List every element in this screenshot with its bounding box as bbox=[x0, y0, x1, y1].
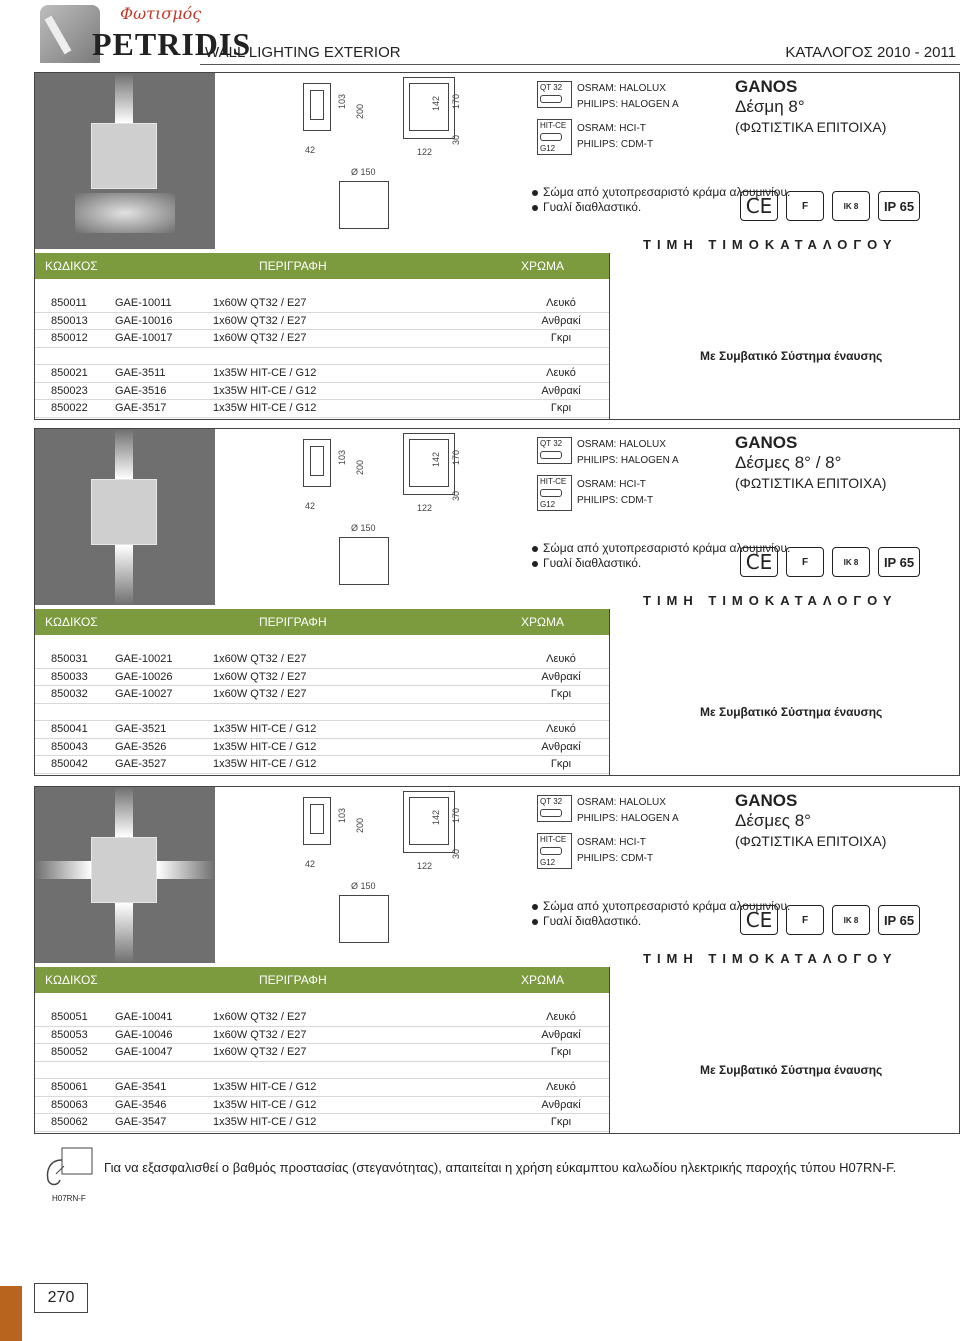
front-view-lens bbox=[310, 90, 324, 120]
fixture-body bbox=[91, 837, 157, 903]
table-header bbox=[35, 609, 609, 635]
philips-halogen: PHILIPS: HALOGEN A bbox=[577, 99, 679, 110]
product-code: 850063 bbox=[51, 1098, 88, 1111]
lamp-qt32-box bbox=[537, 795, 572, 822]
price-area bbox=[609, 609, 960, 775]
ce-icon: CE bbox=[740, 547, 778, 577]
product-model: GAE-3517 bbox=[115, 402, 167, 414]
technical-drawings bbox=[285, 787, 515, 957]
ik-label: IK 8 bbox=[843, 915, 859, 925]
product-model: GAE-10011 bbox=[115, 297, 172, 309]
product-color: Γκρι bbox=[550, 1046, 572, 1058]
table-row bbox=[35, 1044, 609, 1062]
certification-icons bbox=[740, 191, 920, 221]
dimension-122: 122 bbox=[417, 861, 433, 871]
light-beam-up bbox=[115, 73, 133, 123]
product-description: 1x60W QT32 / E27 bbox=[213, 1028, 307, 1041]
product-code: 850032 bbox=[51, 688, 88, 700]
top-view-drawing bbox=[339, 181, 389, 229]
dimension-30: 30 bbox=[451, 848, 461, 859]
dimension-200: 200 bbox=[355, 817, 365, 833]
f-mark-icon: F bbox=[786, 191, 824, 221]
product-code: 850011 bbox=[51, 297, 87, 309]
dimension-103: 103 bbox=[337, 807, 347, 823]
product-model: GAE-10026 bbox=[115, 670, 173, 683]
dimension-122: 122 bbox=[417, 503, 433, 513]
fixture-body bbox=[91, 123, 157, 189]
dimension-170: 170 bbox=[451, 807, 461, 823]
product-model: GAE-3541 bbox=[115, 1081, 167, 1093]
product-color: Ανθρακί bbox=[541, 1098, 581, 1111]
philips-cdm: PHILIPS: CDM-T bbox=[577, 139, 654, 150]
product-name: GANOS bbox=[735, 77, 798, 96]
table-row bbox=[35, 669, 609, 687]
certification-icons bbox=[740, 905, 920, 935]
product-table bbox=[35, 1009, 609, 1132]
front-view-drawing bbox=[303, 439, 331, 487]
price-header: ΤΙΜΗ ΤΙΜΟΚΑΤΑΛΟΓΟΥ bbox=[643, 237, 898, 252]
product-table bbox=[35, 651, 609, 774]
ignition-note: Με Συμβατικό Σύστημα έναυσης bbox=[700, 705, 883, 719]
col-code: ΚΩΔΙΚΟΣ bbox=[45, 615, 98, 629]
side-view-drawing bbox=[403, 77, 455, 139]
product-code: 850042 bbox=[51, 758, 88, 770]
metal-halide-bulb-icon bbox=[540, 133, 562, 141]
col-description: ΠΕΡΙΓΡΑΦΗ bbox=[259, 615, 327, 629]
dimension-103: 103 bbox=[337, 449, 347, 465]
product-description: 1x60W QT32 / E27 bbox=[213, 1046, 307, 1058]
dimension-142: 142 bbox=[431, 451, 441, 467]
table-header bbox=[35, 967, 609, 993]
front-view-drawing bbox=[303, 83, 331, 131]
dimension-170: 170 bbox=[451, 449, 461, 465]
col-code: ΚΩΔΙΚΟΣ bbox=[45, 973, 98, 987]
product-code: 850031 bbox=[51, 653, 88, 665]
fixture-body bbox=[91, 479, 157, 545]
product-model: GAE-10017 bbox=[115, 332, 173, 344]
front-view-drawing bbox=[303, 797, 331, 845]
lamp-g12-label: G12 bbox=[540, 858, 556, 867]
product-description: 1x35W HIT-CE / G12 bbox=[213, 402, 317, 414]
lamp-hitce-brands bbox=[577, 121, 653, 153]
osram-hci: OSRAM: HCI-T bbox=[577, 479, 646, 490]
top-view-drawing bbox=[339, 895, 389, 943]
product-color: Γκρι bbox=[550, 758, 572, 770]
product-description: 1x60W QT32 / E27 bbox=[213, 314, 307, 327]
lamp-hitce-brands bbox=[577, 835, 653, 867]
osram-halolux: OSRAM: HALOLUX bbox=[577, 797, 666, 808]
lamp-qt32-label: QT 32 bbox=[540, 797, 563, 806]
product-description: 1x60W QT32 / E27 bbox=[213, 332, 307, 344]
product-description: 1x35W HIT-CE / G12 bbox=[213, 723, 317, 735]
ip65-icon: IP 65 bbox=[878, 547, 920, 577]
product-description: 1x60W QT32 / E27 bbox=[213, 297, 307, 309]
halogen-bulb-icon bbox=[540, 809, 562, 817]
product-color: Ανθρακί bbox=[541, 1028, 581, 1041]
light-beam-down bbox=[115, 903, 133, 963]
product-code: 850022 bbox=[51, 402, 88, 414]
col-color: ΧΡΩΜΑ bbox=[521, 259, 564, 273]
lamp-hitce-label: HIT-CE bbox=[540, 121, 567, 130]
price-header: ΤΙΜΗ ΤΙΜΟΚΑΤΑΛΟΓΟΥ bbox=[643, 593, 898, 608]
lamp-hitce-box bbox=[537, 475, 572, 511]
product-code: 850062 bbox=[51, 1116, 88, 1128]
dimension-142: 142 bbox=[431, 809, 441, 825]
col-description: ΠΕΡΙΓΡΑΦΗ bbox=[259, 973, 327, 987]
product-color: Ανθρακί bbox=[541, 740, 581, 753]
osram-hci: OSRAM: HCI-T bbox=[577, 123, 646, 134]
halogen-bulb-icon bbox=[540, 451, 562, 459]
lamp-g12-label: G12 bbox=[540, 500, 556, 509]
product-code: 850033 bbox=[51, 670, 88, 683]
ik8-hammer-icon bbox=[832, 905, 870, 935]
table-row bbox=[35, 400, 609, 418]
beam-spec: Δέσμες 8° bbox=[735, 811, 811, 830]
product-block bbox=[34, 428, 960, 776]
product-description: 1x35W HIT-CE / G12 bbox=[213, 740, 317, 753]
product-color: Γκρι bbox=[550, 332, 572, 344]
feature-item: Σώμα από χυτοπρεσαριστό κράμα αλουμινίου. bbox=[531, 899, 790, 914]
table-spacer bbox=[35, 1062, 609, 1080]
table-row bbox=[35, 365, 609, 383]
side-view-glass bbox=[409, 439, 449, 487]
product-color: Λευκό bbox=[546, 1081, 576, 1093]
product-block bbox=[34, 786, 960, 1134]
product-color: Λευκό bbox=[546, 723, 576, 735]
lamp-hitce-brands bbox=[577, 477, 653, 509]
feature-item: Γυαλί διαθλαστικό. bbox=[531, 200, 790, 215]
col-description: ΠΕΡΙΓΡΑΦΗ bbox=[259, 259, 327, 273]
light-glow bbox=[75, 193, 175, 233]
ignition-note: Με Συμβατικό Σύστημα έναυσης bbox=[700, 1063, 883, 1077]
footnote: Για να εξασφαλισθεί ο βαθμός προστασίας (στεγανότητας), απαιτείται η χρήση εύκαμπτου καλωδίου ηλεκτρικής παροχής τύπου H07RN-F. bbox=[104, 1160, 897, 1175]
catalog-title: ΚΑΤΑΛΟΓΟΣ 2010 - 2011 bbox=[785, 44, 956, 61]
product-model: GAE-3526 bbox=[115, 740, 167, 753]
table-spacer bbox=[35, 348, 609, 366]
metal-halide-bulb-icon bbox=[540, 847, 562, 855]
product-code: 850041 bbox=[51, 723, 88, 735]
product-description: 1x35W HIT-CE / G12 bbox=[213, 758, 317, 770]
philips-halogen: PHILIPS: HALOGEN A bbox=[577, 813, 679, 824]
dimension-150: Ø 150 bbox=[351, 167, 376, 177]
table-row bbox=[35, 1009, 609, 1027]
f-mark-icon: F bbox=[786, 905, 824, 935]
product-code: 850023 bbox=[51, 384, 88, 397]
side-view-drawing bbox=[403, 433, 455, 495]
side-view-glass bbox=[409, 797, 449, 845]
ik-label: IK 8 bbox=[843, 201, 859, 211]
product-model: GAE-3516 bbox=[115, 384, 167, 397]
product-code: 850051 bbox=[51, 1011, 88, 1023]
dimension-103: 103 bbox=[337, 93, 347, 109]
osram-hci: OSRAM: HCI-T bbox=[577, 837, 646, 848]
dimension-150: Ø 150 bbox=[351, 523, 376, 533]
price-header: ΤΙΜΗ ΤΙΜΟΚΑΤΑΛΟΓΟΥ bbox=[643, 951, 898, 966]
product-table bbox=[35, 295, 609, 418]
product-name: GANOS bbox=[735, 791, 798, 810]
product-model: GAE-3527 bbox=[115, 758, 167, 770]
dimension-42: 42 bbox=[305, 145, 316, 155]
lamp-qt32-label: QT 32 bbox=[540, 83, 563, 92]
col-color: ΧΡΩΜΑ bbox=[521, 615, 564, 629]
brand-logo-icon bbox=[40, 5, 100, 63]
dimension-142: 142 bbox=[431, 95, 441, 111]
dimension-150: Ø 150 bbox=[351, 881, 376, 891]
dimension-170: 170 bbox=[451, 93, 461, 109]
dimension-200: 200 bbox=[355, 103, 365, 119]
side-view-glass bbox=[409, 83, 449, 131]
cable-icon bbox=[38, 1140, 98, 1190]
lamp-hitce-box bbox=[537, 833, 572, 869]
ce-icon: CE bbox=[740, 191, 778, 221]
light-beam-up bbox=[115, 787, 133, 837]
side-view-drawing bbox=[403, 791, 455, 853]
product-model: GAE-10021 bbox=[115, 653, 173, 665]
front-view-lens bbox=[310, 446, 324, 476]
product-code: 850021 bbox=[51, 367, 88, 379]
page-header bbox=[0, 0, 960, 70]
product-model: GAE-10047 bbox=[115, 1046, 173, 1058]
table-row bbox=[35, 1097, 609, 1115]
lamp-qt32-label: QT 32 bbox=[540, 439, 563, 448]
table-row bbox=[35, 313, 609, 331]
product-code: 850053 bbox=[51, 1028, 88, 1041]
product-description: 1x60W QT32 / E27 bbox=[213, 1011, 307, 1023]
lamp-qt32-box bbox=[537, 81, 572, 108]
product-description: 1x35W HIT-CE / G12 bbox=[213, 1098, 317, 1111]
product-photo bbox=[35, 787, 215, 963]
product-title bbox=[735, 77, 886, 137]
product-code: 850052 bbox=[51, 1046, 88, 1058]
feature-item: Σώμα από χυτοπρεσαριστό κράμα αλουμινίου. bbox=[531, 541, 790, 556]
dimension-200: 200 bbox=[355, 459, 365, 475]
product-description: 1x35W HIT-CE / G12 bbox=[213, 367, 317, 379]
product-color: Γκρι bbox=[550, 402, 572, 414]
product-color: Λευκό bbox=[546, 653, 576, 665]
product-code: 850043 bbox=[51, 740, 88, 753]
product-type: (ΦΩΤΙΣΤΙΚΑ ΕΠΙΤΟΙΧΑ) bbox=[735, 119, 887, 135]
ik8-hammer-icon bbox=[832, 547, 870, 577]
product-color: Ανθρακί bbox=[541, 384, 581, 397]
top-view-drawing bbox=[339, 537, 389, 585]
brand-name: PETRIDIS bbox=[92, 26, 252, 62]
table-row bbox=[35, 1027, 609, 1045]
metal-halide-bulb-icon bbox=[540, 489, 562, 497]
table-header bbox=[35, 253, 609, 279]
page-tab bbox=[0, 1286, 22, 1341]
lamp-hitce-label: HIT-CE bbox=[540, 477, 567, 486]
product-description: 1x60W QT32 / E27 bbox=[213, 670, 307, 683]
section-title: WALL LIGHTING EXTERIOR bbox=[205, 44, 401, 61]
table-row bbox=[35, 651, 609, 669]
lamp-qt32-brands bbox=[577, 437, 679, 469]
product-model: GAE-3547 bbox=[115, 1116, 167, 1128]
product-color: Λευκό bbox=[546, 367, 576, 379]
ignition-note: Με Συμβατικό Σύστημα έναυσης bbox=[700, 349, 883, 363]
price-area bbox=[609, 967, 960, 1133]
ce-icon: CE bbox=[740, 905, 778, 935]
product-model: GAE-3546 bbox=[115, 1098, 167, 1111]
header-divider bbox=[200, 64, 960, 65]
product-model: GAE-10041 bbox=[115, 1011, 173, 1023]
dimension-30: 30 bbox=[451, 490, 461, 501]
product-code: 850061 bbox=[51, 1081, 88, 1093]
lamp-options bbox=[537, 787, 727, 867]
technical-drawings bbox=[285, 73, 515, 243]
product-code: 850012 bbox=[51, 332, 88, 344]
light-beam-right bbox=[157, 861, 215, 879]
product-description: 1x35W HIT-CE / G12 bbox=[213, 1081, 317, 1093]
front-view-lens bbox=[310, 804, 324, 834]
philips-cdm: PHILIPS: CDM-T bbox=[577, 495, 654, 506]
table-row bbox=[35, 686, 609, 704]
light-beam-up bbox=[115, 429, 133, 479]
lamp-hitce-box bbox=[537, 119, 572, 155]
product-code: 850013 bbox=[51, 314, 88, 327]
ip65-icon: IP 65 bbox=[878, 191, 920, 221]
product-color: Λευκό bbox=[546, 297, 576, 309]
lamp-options bbox=[537, 73, 727, 153]
product-type: (ΦΩΤΙΣΤΙΚΑ ΕΠΙΤΟΙΧΑ) bbox=[735, 833, 887, 849]
table-row bbox=[35, 383, 609, 401]
price-area bbox=[609, 253, 960, 419]
lamp-qt32-box bbox=[537, 437, 572, 464]
f-mark-icon: F bbox=[786, 547, 824, 577]
table-row bbox=[35, 1079, 609, 1097]
table-row bbox=[35, 1114, 609, 1132]
product-type: (ΦΩΤΙΣΤΙΚΑ ΕΠΙΤΟΙΧΑ) bbox=[735, 475, 887, 491]
lamp-qt32-brands bbox=[577, 81, 679, 113]
ik-label: IK 8 bbox=[843, 557, 859, 567]
product-color: Γκρι bbox=[550, 1116, 572, 1128]
product-description: 1x60W QT32 / E27 bbox=[213, 653, 307, 665]
lamp-options bbox=[537, 429, 727, 509]
osram-halolux: OSRAM: HALOLUX bbox=[577, 439, 666, 450]
product-model: GAE-10027 bbox=[115, 688, 173, 700]
col-color: ΧΡΩΜΑ bbox=[521, 973, 564, 987]
product-description: 1x60W QT32 / E27 bbox=[213, 688, 307, 700]
product-name: GANOS bbox=[735, 433, 798, 452]
product-color: Ανθρακί bbox=[541, 314, 581, 327]
feature-item: Γυαλί διαθλαστικό. bbox=[531, 914, 790, 929]
product-description: 1x35W HIT-CE / G12 bbox=[213, 1116, 317, 1128]
brand-script: Φωτισμός bbox=[120, 4, 202, 23]
ip65-icon: IP 65 bbox=[878, 905, 920, 935]
lamp-qt32-brands bbox=[577, 795, 679, 827]
dimension-42: 42 bbox=[305, 859, 316, 869]
light-beam-down bbox=[115, 545, 133, 605]
table-row bbox=[35, 330, 609, 348]
dimension-42: 42 bbox=[305, 501, 316, 511]
table-row bbox=[35, 295, 609, 313]
lamp-g12-label: G12 bbox=[540, 144, 556, 153]
ik8-hammer-icon bbox=[832, 191, 870, 221]
cable-label: H07RN-F bbox=[52, 1194, 86, 1203]
product-color: Γκρι bbox=[550, 688, 572, 700]
beam-spec: Δέσμες 8° / 8° bbox=[735, 453, 842, 472]
product-photo bbox=[35, 73, 215, 249]
col-code: ΚΩΔΙΚΟΣ bbox=[45, 259, 98, 273]
product-block bbox=[34, 72, 960, 420]
product-model: GAE-3521 bbox=[115, 723, 167, 735]
lamp-hitce-label: HIT-CE bbox=[540, 835, 567, 844]
product-color: Ανθρακί bbox=[541, 670, 581, 683]
product-photo bbox=[35, 429, 215, 605]
table-spacer bbox=[35, 704, 609, 722]
philips-halogen: PHILIPS: HALOGEN A bbox=[577, 455, 679, 466]
beam-spec: Δέσμη 8° bbox=[735, 97, 805, 116]
product-model: GAE-10046 bbox=[115, 1028, 173, 1041]
osram-halolux: OSRAM: HALOLUX bbox=[577, 83, 666, 94]
feature-item: Σώμα από χυτοπρεσαριστό κράμα αλουμινίου. bbox=[531, 185, 790, 200]
product-model: GAE-3511 bbox=[115, 367, 166, 379]
table-row bbox=[35, 756, 609, 774]
certification-icons bbox=[740, 547, 920, 577]
page-number: 270 bbox=[34, 1283, 88, 1313]
dimension-30: 30 bbox=[451, 134, 461, 145]
dimension-122: 122 bbox=[417, 147, 433, 157]
feature-item: Γυαλί διαθλαστικό. bbox=[531, 556, 790, 571]
philips-cdm: PHILIPS: CDM-T bbox=[577, 853, 654, 864]
technical-drawings bbox=[285, 429, 515, 599]
product-color: Λευκό bbox=[546, 1011, 576, 1023]
product-description: 1x35W HIT-CE / G12 bbox=[213, 384, 317, 397]
table-row bbox=[35, 721, 609, 739]
product-model: GAE-10016 bbox=[115, 314, 173, 327]
table-row bbox=[35, 739, 609, 757]
product-title bbox=[735, 791, 886, 851]
product-title bbox=[735, 433, 886, 493]
light-beam-left bbox=[35, 861, 91, 879]
halogen-bulb-icon bbox=[540, 95, 562, 103]
